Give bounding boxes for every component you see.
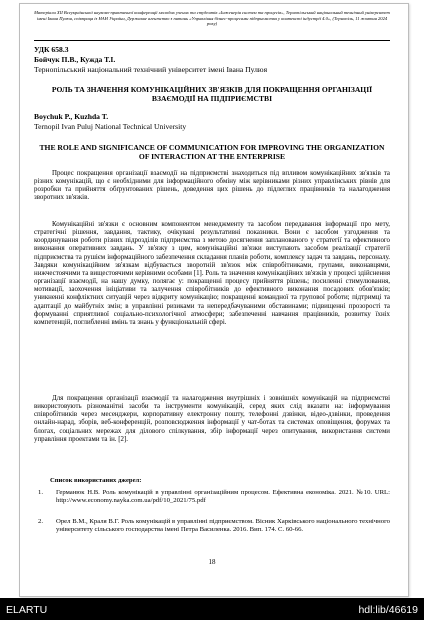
references-heading: Список використаних джерел: — [50, 477, 142, 484]
title-en: THE ROLE AND SIGNIFICANCE OF COMMUNICATION FOR IMPROVING THE ORGANIZATION OF INTERACTION AT THE ENTERPRISE — [39, 143, 385, 161]
reference-number: 2. — [38, 518, 44, 525]
paragraph-1: Процес покращення організації взаємодії на підприємстві знаходиться під впливом комунікаційних зв'язків та різних комунікацій, що є необхідними для інформаційного обміну між керівниками різних управлінських рівнів для розробки та прийняття обґрунтованих рішень, доведення цих рішень до підлеглих працівників та налагодження зворотних зв'язків. — [34, 170, 390, 202]
footer-repository-name: ELARTU — [6, 604, 48, 616]
conference-header: Матеріали XII Всеукраїнської науково-практичної конференції молодих учених та студентів «Інженерія систем та процесів», Тернопільський національний технічний університет імені Івана Пулюя, співпраця із НАН України, Державне агентство з питань «Управління бізнес-процесами підприємства у контексті індустрії 4.0», (Тернопіль, 11 жовтня 2024 року) — [34, 10, 390, 27]
paragraph-2: Комунікаційні зв'язки є основним компонентом менеджменту та засобом передавання інформації про мету, стратегічні рішення, завдання, тактику, очікувані результативні показники. Вони є засобом узгодження та координування роботи різних підрозділів підприємства з метою досягнення запланованого у стратегії та ефективного виконання оперативних завдань. У зв'язку з цим, комунікаційні зв'язки виступають засобом реалізації стратегії підприємства та рушієм інформаційного забезпечення складання планів роботи, комплексу задач та завдань, персоналу. Завдяки комунікаційним зв'язкам відбувається зворотній зв'язок між співробітниками, групами, виконавцями, нижчестоячими та вищестоячими керівними особами [1]. Роль та значення комунікаційних зв'язків у процесі здійснення організації взаємодії, на нашу думку, полягає у: покращенні процесу прийняття рішень; посиленні стимулювання, мотивації, заохочення ініціативи та залучення співробітників до ефективного виконання посадових обов'язків; уникненні конфліктних ситуацій через відкриту комунікацію; покращенні командної та групової роботи; підтримці та адаптації до майбутніх змін; в управлінні ризиками та непередбачуваними обставинами; підвищенні прозорості та формуванні сприятливої соціально-психологічної атмосфери; забезпеченні навчання працівників, розвитку їхніх компетенцій, поглибленні вмінь та знань у функціональній сфері. — [34, 221, 390, 326]
authors-en: Boychuk P., Kuzhda T. — [34, 112, 109, 121]
reference-item — [34, 489, 390, 505]
title-ua: РОЛЬ ТА ЗНАЧЕННЯ КОМУНІКАЦІЙНИХ ЗВ'ЯЗКІВ ДЛЯ ПОКРАЩЕННЯ ОРГАНІЗАЦІЇ ВЗАЄМОДІЇ НА ПІДПРИЄМСТВІ — [51, 85, 373, 103]
reference-text: Орел В.М., Краля В.Г. Роль комунікацій в управлінні підприємством. Вісник Харківського національного технічного університету сільського господарства імені Петра Василенка. 2016. Вип. 174. С. 60-66. — [56, 518, 390, 533]
reference-text: Германюк Н.В. Роль комунікацій в управлінні організаційним процесом. Ефективна економіка. 2021. №10. URL: http://www.economy.nayka.com.ua/pdf/10_2021/75.pdf — [56, 489, 390, 504]
header-rule — [34, 40, 390, 41]
affiliation-en: Ternopil Ivan Puluj National Technical University — [34, 122, 187, 131]
repository-footer — [0, 598, 424, 620]
reference-number: 1. — [38, 489, 44, 496]
paragraph-3: Для покращення організації взаємодії та налагодження внутрішніх і зовнішніх комунікацій на підприємстві використовують різноманітні засоби та інструменти комунікацій, серед яких слід вказати на: інформування співробітників через месенджери, корпоративну електронну пошту, телефонні дзвінки, відео-дзвінки, проведення онлайн-нарад, зборів, веб-конференцій, розповсюдження інформації у чат-ботах та системах оповіщення, форумах та блогах, соціальних мережах для ділового спілкування, збір інформації через опитування, використання системи управління проектами та ін. [2]. — [34, 395, 390, 443]
page-number: 18 — [208, 558, 216, 566]
authors-ua: Бойчук П.В., Кужда Т.І. — [34, 55, 116, 64]
footer-handle: hdl:lib/46619 — [358, 604, 418, 616]
udc-code: УДК 658.3 — [34, 45, 69, 54]
affiliation-ua: Тернопільський національний технічний університет імені Івана Пулюя — [34, 65, 268, 74]
reference-item — [34, 518, 390, 534]
